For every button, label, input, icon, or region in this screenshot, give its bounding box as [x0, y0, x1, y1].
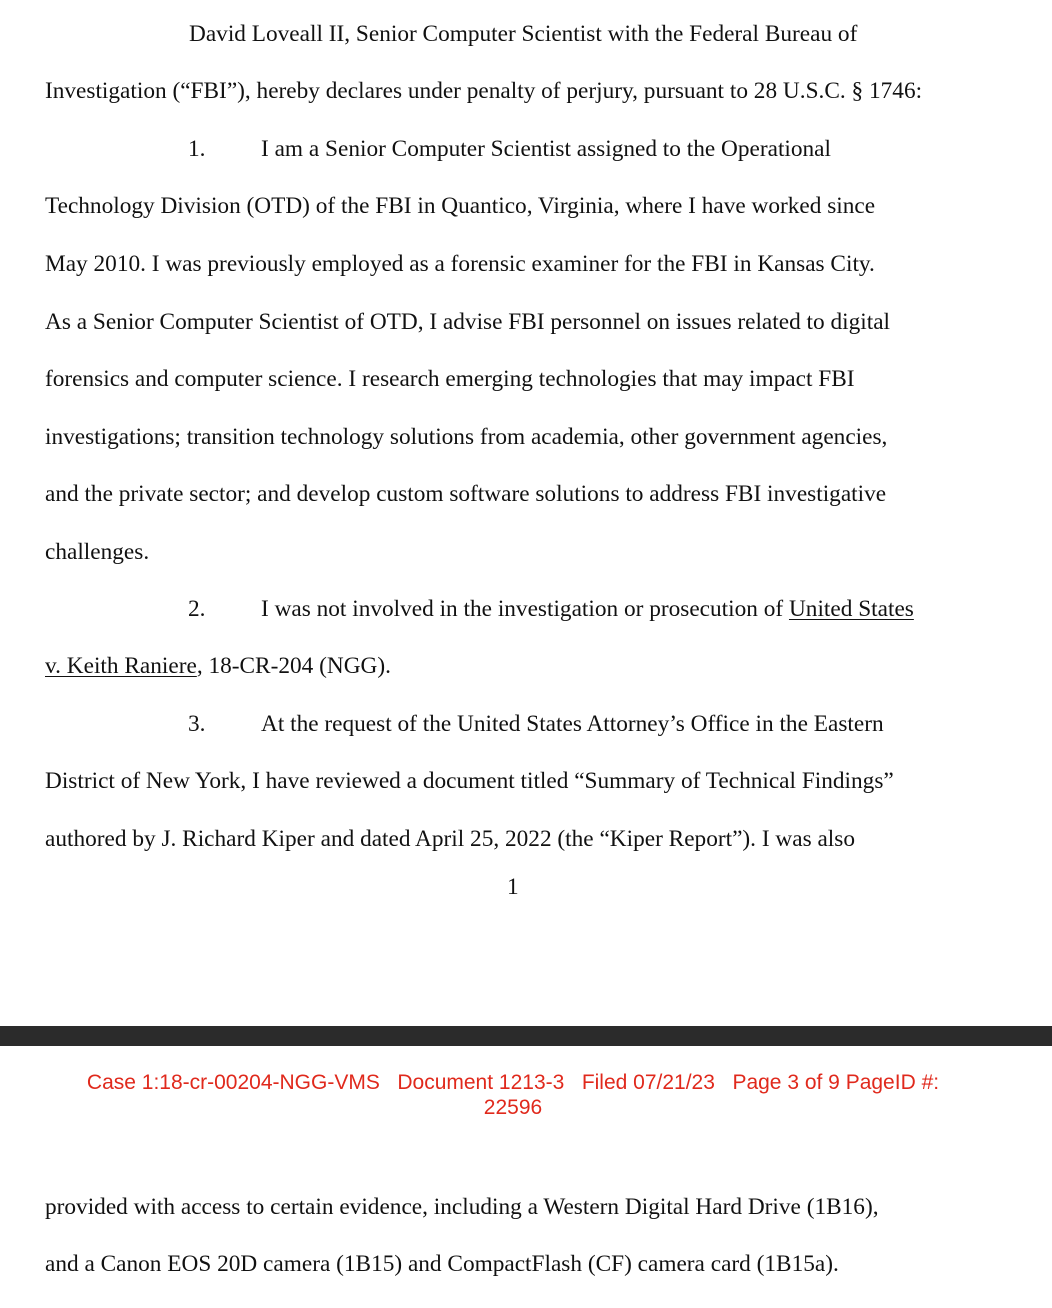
- paragraph-1-line: May 2010. I was previously employed as a forensic examiner for the FBI in Kansas City.: [45, 251, 875, 277]
- paragraph-3-line: authored by J. Richard Kiper and dated April 25, 2022 (the “Kiper Report”). I was also: [45, 826, 855, 852]
- paragraph-3-line: District of New York, I have reviewed a document titled “Summary of Technical Findings”: [45, 768, 894, 794]
- intro-line-1: David Loveall II, Senior Computer Scientist with the Federal Bureau of: [189, 21, 858, 47]
- page-info: Page 3 of 9 PageID #:: [732, 1071, 940, 1094]
- paragraph-2-number: 2.: [188, 596, 206, 622]
- next-page-line: and a Canon EOS 20D camera (1B15) and CompactFlash (CF) camera card (1B15a).: [45, 1251, 839, 1277]
- filed-date: Filed 07/21/23: [581, 1071, 715, 1094]
- page-number: 1: [507, 874, 519, 900]
- document-number: Document 1213-3: [397, 1071, 565, 1094]
- case-number: Case 1:18-cr-00204-NGG-VMS: [86, 1071, 380, 1094]
- case-name-part-1: United States: [788, 596, 914, 622]
- paragraph-1-line: investigations; transition technology solutions from academia, other government agencies,: [45, 424, 888, 450]
- paragraph-1-line: I am a Senior Computer Scientist assigned to the Operational: [261, 136, 832, 162]
- case-number-text: , 18-CR-204 (NGG).: [196, 653, 391, 679]
- paragraph-1-number: 1.: [188, 136, 206, 162]
- case-header: [0, 1070, 1026, 1120]
- paragraph-1-line: Technology Division (OTD) of the FBI in Quantico, Virginia, where I have worked since: [45, 193, 876, 219]
- case-name-part-2: v. Keith Raniere: [45, 653, 197, 679]
- paragraph-2-text: I was not involved in the investigation or prosecution of: [261, 596, 789, 622]
- paragraph-3-line: At the request of the United States Attorney’s Office in the Eastern: [261, 711, 884, 737]
- page-id: 22596: [483, 1096, 543, 1119]
- paragraph-2-line-2: [45, 651, 391, 681]
- paragraph-1-line: forensics and computer science. I research emerging technologies that may impact FBI: [45, 366, 855, 392]
- paragraph-3-number: 3.: [188, 711, 206, 737]
- intro-line-2: Investigation (“FBI”), hereby declares under penalty of perjury, pursuant to 28 U.S.C. § 1746:: [45, 78, 923, 104]
- paragraph-1-line: and the private sector; and develop custom software solutions to address FBI investigative: [45, 481, 887, 507]
- page-divider: [0, 1026, 1052, 1046]
- paragraph-1-line: As a Senior Computer Scientist of OTD, I advise FBI personnel on issues related to digital: [45, 309, 891, 335]
- paragraph-2-line-1: [261, 594, 914, 624]
- paragraph-1-line: challenges.: [45, 539, 150, 565]
- next-page-line: provided with access to certain evidence, including a Western Digital Hard Drive (1B16),: [45, 1194, 879, 1220]
